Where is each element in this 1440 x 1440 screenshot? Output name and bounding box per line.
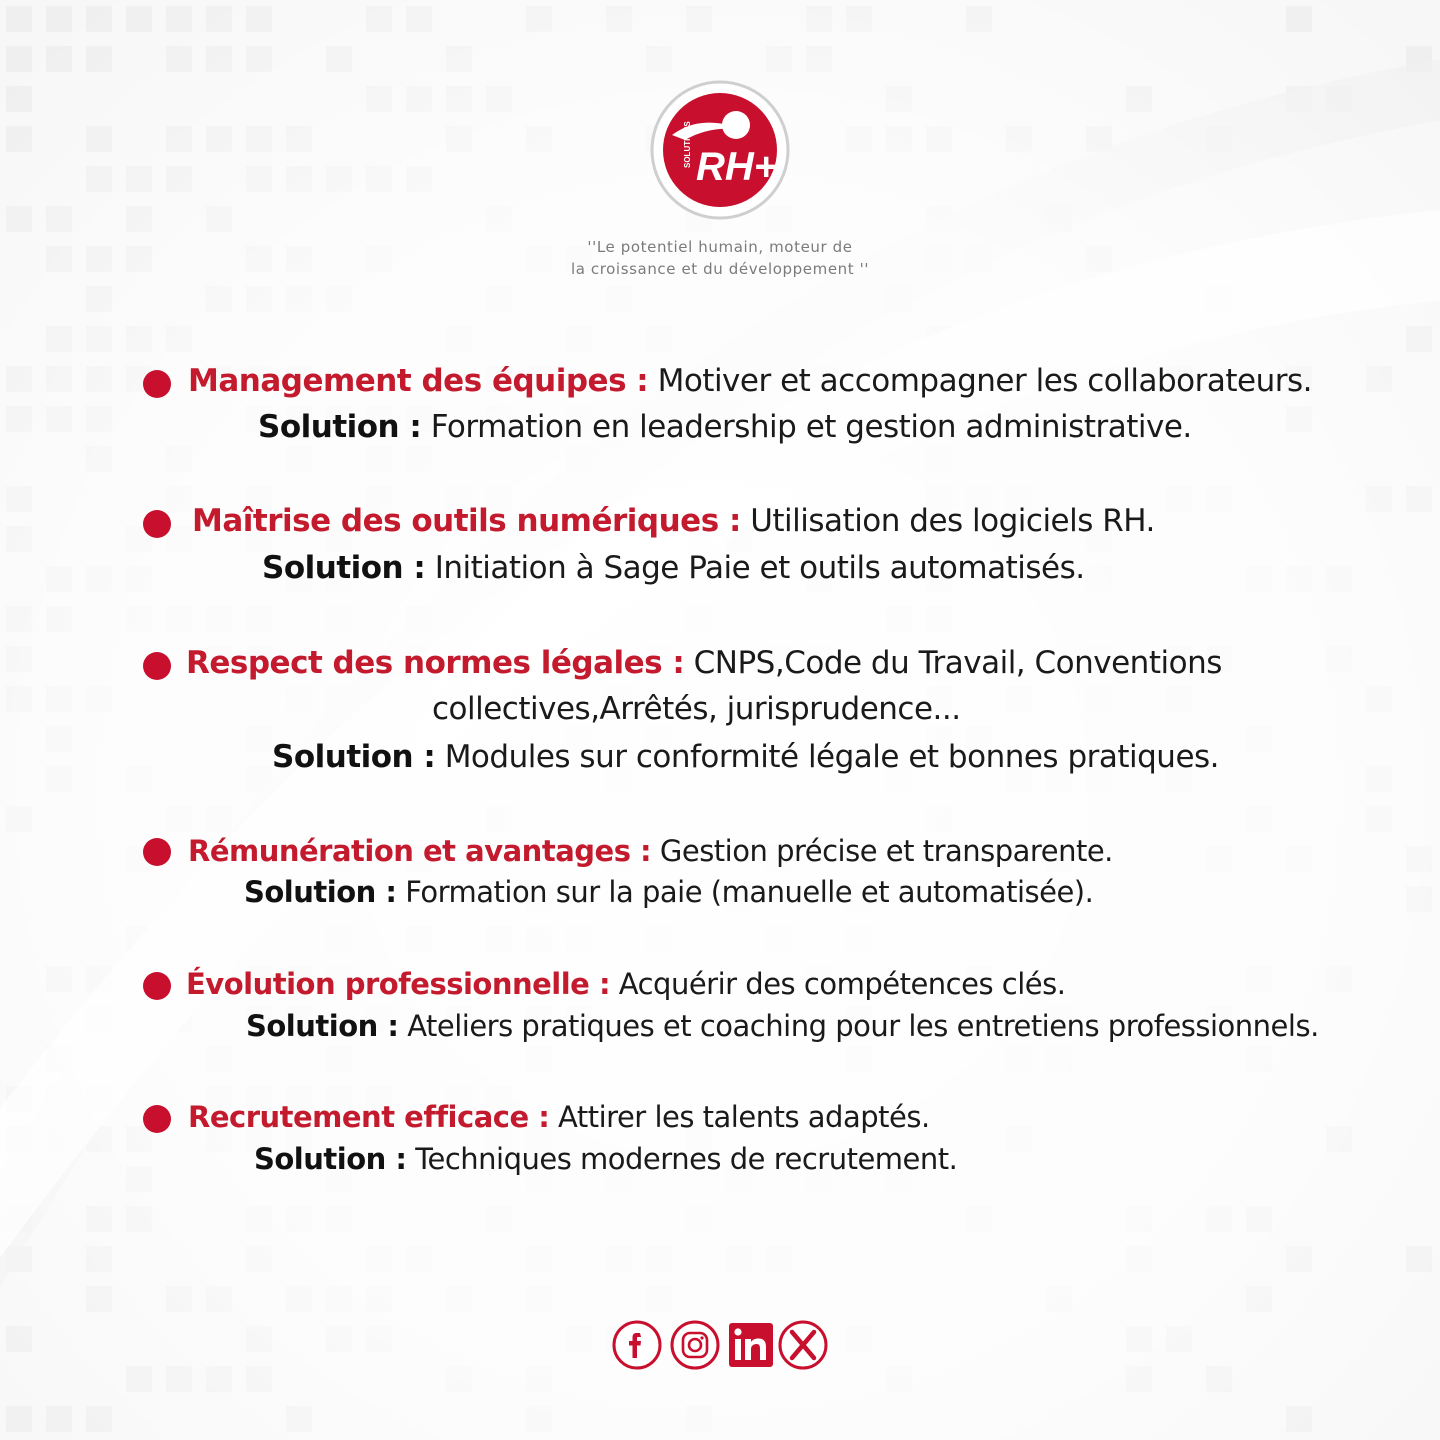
solution-text: Ateliers pratiques et coaching pour les entretiens professionnels. xyxy=(407,1009,1319,1043)
bullet-icon xyxy=(143,972,171,1000)
solution-label: Solution : xyxy=(258,409,422,445)
linkedin-icon[interactable] xyxy=(726,1318,780,1372)
item-title: Maîtrise des outils numériques : xyxy=(192,503,741,539)
tagline xyxy=(470,236,970,280)
tagline-line-1: ''Le potentiel humain, moteur de xyxy=(587,238,853,256)
rh-plus-logo xyxy=(650,80,790,220)
social-links xyxy=(610,1318,830,1372)
item-title: Évolution professionnelle : xyxy=(186,967,611,1001)
item-title: Management des équipes : xyxy=(188,363,649,399)
tagline-line-2: la croissance et du développement '' xyxy=(570,260,870,278)
bullet-icon xyxy=(143,652,171,680)
solution-label: Solution : xyxy=(262,550,426,586)
solution-text: Modules sur conformité légale et bonnes pratiques. xyxy=(444,739,1220,775)
instagram-icon[interactable] xyxy=(668,1318,722,1372)
facebook-icon[interactable] xyxy=(610,1318,664,1372)
solution-label: Solution : xyxy=(272,739,436,775)
x-icon[interactable] xyxy=(776,1318,830,1372)
item-description: Gestion précise et transparente. xyxy=(659,834,1113,868)
item-title: Recrutement efficace : xyxy=(188,1100,550,1134)
item-description: Attirer les talents adaptés. xyxy=(558,1100,930,1134)
bullet-icon xyxy=(143,1105,171,1133)
solution-label: Solution : xyxy=(246,1009,399,1043)
item-description: Motiver et accompagner les collaborateurs. xyxy=(657,363,1313,399)
item-description: CNPS,Code du Travail, Conventions xyxy=(693,645,1222,681)
item-description: Acquérir des compétences clés. xyxy=(618,967,1066,1001)
bullet-icon xyxy=(143,370,171,398)
solution-text: Techniques modernes de recrutement. xyxy=(415,1142,958,1176)
bullet-icon xyxy=(143,838,171,866)
solution-text: Initiation à Sage Paie et outils automatisés. xyxy=(434,550,1085,586)
item-title: Rémunération et avantages : xyxy=(188,834,652,868)
logo-text: RH+ xyxy=(696,145,778,189)
bullet-icon xyxy=(143,510,171,538)
solution-label: Solution : xyxy=(244,875,397,909)
item-description: Utilisation des logiciels RH. xyxy=(750,503,1155,539)
solution-text: Formation sur la paie (manuelle et automatisée). xyxy=(405,875,1094,909)
item-title: Respect des normes légales : xyxy=(186,645,685,681)
solution-text: Formation en leadership et gestion administrative. xyxy=(430,409,1192,445)
item-description-continued: collectives,Arrêtés, jurisprudence... xyxy=(432,691,961,727)
solution-label: Solution : xyxy=(254,1142,407,1176)
svg-text:SOLUTIONS: SOLUTIONS xyxy=(683,121,692,168)
